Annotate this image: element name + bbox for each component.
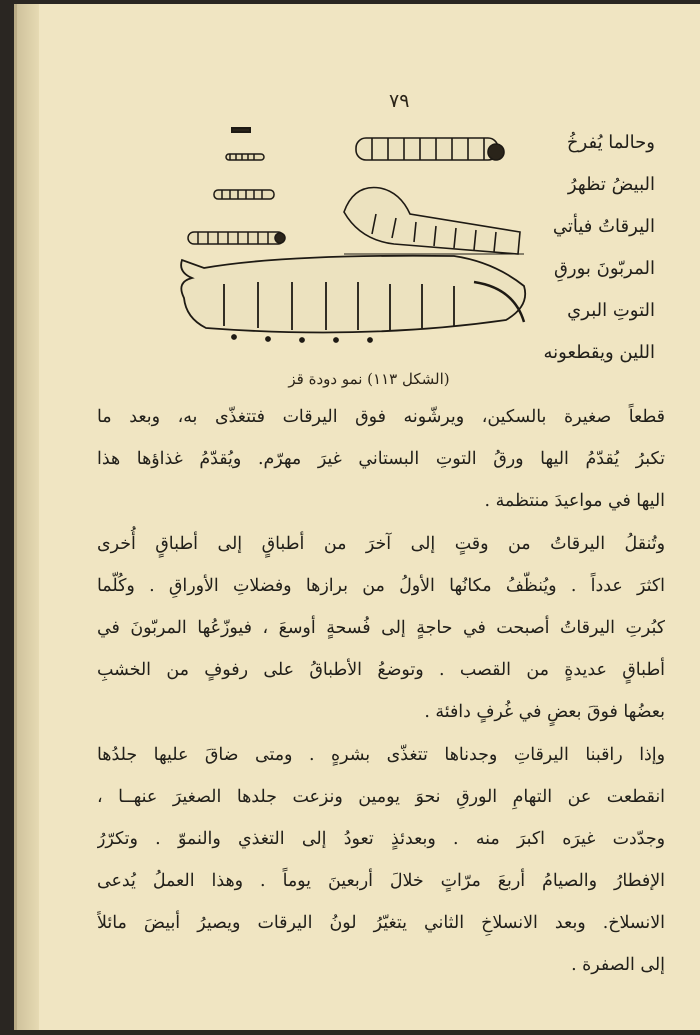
paragraph [97,523,665,734]
text-line: كبُرتِ اليرقاتُ أصبحت في حاجةٍ إلى فُسحةٍ أوسعَ ، فيوزّعُها المربّونَ في [97,617,665,638]
silkworm-small [214,190,274,199]
text-line: أطباقٍ عديدةٍ من القصب . وتوضعُ الأطباقُ على رفوفٍ من الخشبِ [97,660,665,681]
side-text-line: التوتِ البري [567,300,655,321]
text-line: بعضُها فوقَ بعضٍ في غُرفٍ دافئة . [424,702,665,723]
side-text-line: المربّونَ بورقِ [553,258,655,279]
silkworm-growth-stages-illustration [144,122,534,362]
silkworm-tiny-2 [226,154,264,160]
side-text-line: وحالما يُفرخُ [566,132,655,153]
book [14,4,700,1030]
paragraph [97,734,665,987]
body-text [97,396,665,987]
silkworm-large [181,256,525,342]
text-line: انقطعت عن التهامِ الورقِ نحوَ يومين ونزعت جلدها الصغيرَ عنهــا ، [97,786,665,807]
page [39,4,700,1030]
text-line: الإفطارُ والصيامُ أربعَ مرّاتٍ خلالَ أربعينَ يوماً . وهذا العملُ يُدعى [97,871,665,892]
text-line: قطعاً صغيرة بالسكين، ويرشّونه فوق اليرقات فتتغذّى به، وبعد ما [97,407,665,427]
text-line: وتُنقلُ اليرقاتُ من وقتٍ إلى آخرَ من أطباقٍ إلى أطباقٍ أُخرى [97,533,665,554]
text-line: الانسلاخ. وبعد الانسلاخِ الثاني يتغيّرُ لونُ اليرقات ويصيرُ أبيضَ مائلاً [97,913,665,934]
silkworm-tiny-1 [232,128,250,132]
page-number: ٧٩ [389,90,410,112]
text-line: وإذا راقبنا اليرقاتِ وجدناها تتغذّى بشرهٍ . ومتى ضاقَ عليها جلدُها [97,744,665,765]
side-text-line: اللين ويقطعونه [543,342,655,363]
page-edge [17,4,39,1030]
text-line: تكبرُ يُقدّمُ اليها ورقُ التوتِ البستاني غيرَ مهرّم. ويُقدّمُ غذاؤها هذا [97,449,665,470]
text-line: اكثرَ عدداً . ويُنظّفُ مكانُها الأولُ من برازها وفضلاتِ الأوراقِ . وكُلّما [97,575,665,596]
text-line: إلى الصفرة . [571,955,665,976]
silkworm-medium [188,232,285,244]
side-text-line: اليرقاتُ فيأتي [552,216,655,237]
text-line: اليها في مواعيدَ منتظمة . [484,491,665,512]
side-text-line: البيضُ تظهرُ [567,174,655,195]
figure-caption: (الشكل ١١٣) نمو دودة قز [288,370,450,388]
text-line: وجدّدت غيرَه اكبرَ منه . وبعدئذٍ تعودُ إلى التغذي والنموّ . وتكرّرُ [97,828,665,849]
silkworm-upper-right [356,138,504,160]
paragraph [97,396,665,523]
